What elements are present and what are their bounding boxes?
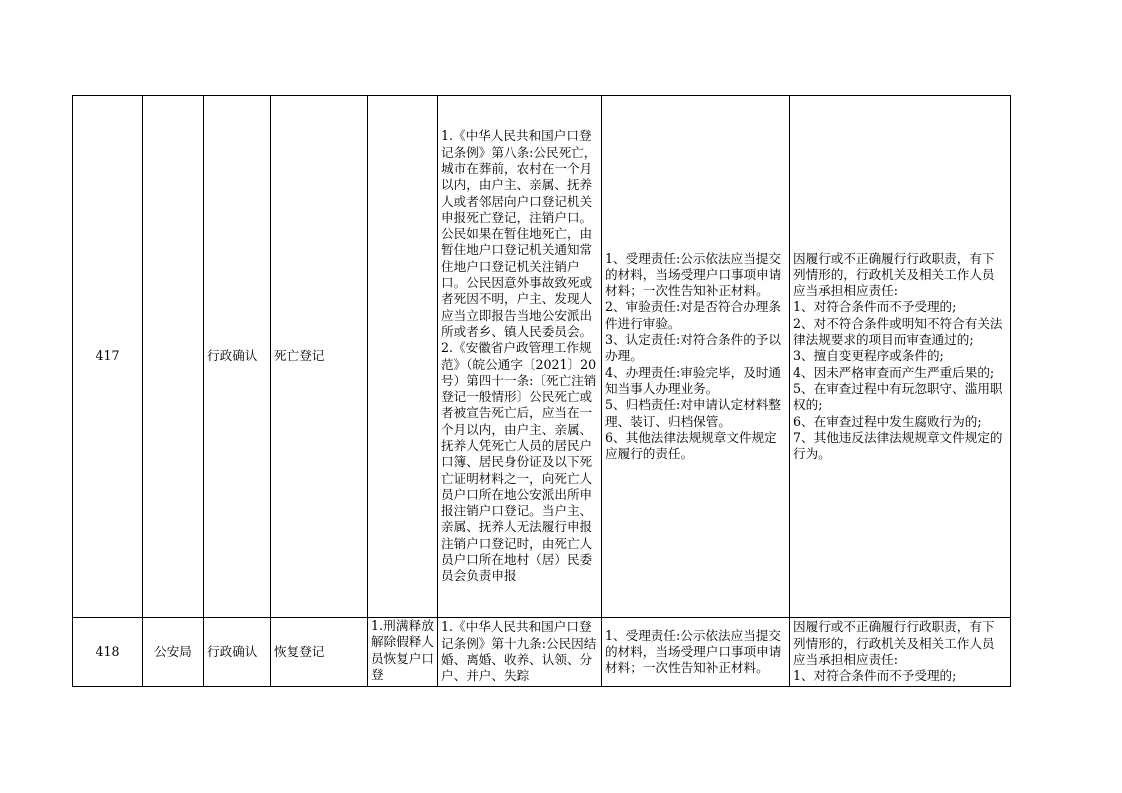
item-name-cell: 死亡登记 [271, 96, 368, 618]
responsibility-cell [602, 96, 790, 618]
item-type-cell: 行政确认 [204, 618, 271, 687]
department-cell: 公安局 [143, 618, 204, 687]
conditions-text: 1.刑满释放解除假释人员恢复户口登 [371, 618, 434, 682]
row-number: 417 [73, 96, 143, 618]
legal-basis-cell [438, 96, 602, 618]
item-name-cell: 恢复登记 [271, 618, 368, 687]
accountability-text: 因履行或不正确履行行政职责，有下列情形的，行政机关及相关工作人员应当承担相应责任: 1、对符合条件而不予受理的; 2、对不符合条件或明知不符合有关法律法规要求的项目而审查通过的; 3、擅自变更程序或条件的; 4、因未严格审查而产生严重后果的; 5、在审查过程中有玩忽职守、滥用职权的; 6、在审查过程中发生腐败行为的; 7、其他违反法律法规规章文件规定的行为。 [793, 250, 1003, 462]
power-list-table [72, 95, 1011, 687]
item-type-cell: 行政确认 [204, 96, 271, 618]
accountability-cell [790, 96, 1011, 618]
responsibility-text: 1、受理责任:公示依法应当提交的材料，当场受理户口事项申请材料；一次性告知补正材料。 2、审验责任:对是否符合办理条件进行审验。 3、认定责任:对符合条件的予以办理。 4、办理责任:审验完毕，及时通知当事人办理业务。 5、归档责任:对申请认定材料整理、装订、归档保管。 6、其他法律法规规章文件规定应履行的责任。 [605, 250, 782, 462]
legal-basis-text: 1.《中华人民共和国户口登记条例》第十九条:公民因结婚、离婚、收养、认领、分户、并户、失踪 [441, 619, 597, 684]
accountability-text: 因履行或不正确履行行政职责，有下列情形的，行政机关及相关工作人员应当承担相应责任: 1、对符合条件而不予受理的; [793, 619, 995, 684]
table-row [73, 618, 1011, 687]
legal-basis-cell [438, 618, 602, 687]
table-row [73, 96, 1011, 618]
accountability-cell [790, 618, 1011, 687]
legal-basis-text: 1.《中华人民共和国户口登记条例》第八条:公民死亡，城市在葬前，农村在一个月以内，由户主、亲属、抚养人或者邻居向户口登记机关申报死亡登记，注销户口。公民如果在暂住地死亡，由暂住地户口登记机关通知常住地户口登记机关注销户口。公民因意外事故致死或者死因不明，户主、发现人应当立即报告当地公安派出所或者乡、镇人民委员会。2.《安徽省户政管理工作规范》（皖公通字〔2021〕20号）第四十一条:〔死亡注销登记一般情形〕公民死亡或者被宣告死亡后，应当在一个月以内，由户主、亲属、抚养人凭死亡人员的居民户口簿、居民身份证及以下死亡证明材料之一，向死亡人员户口所在地公安派出所申报注销户口登记。当户主、亲属、抚养人无法履行申报注销户口登记时，由死亡人员户口所在地村（居）民委员会负责申报 [441, 128, 597, 584]
responsibility-text: 1、受理责任:公示依法应当提交的材料，当场受理户口事项申请材料；一次性告知补正材料。 [605, 627, 782, 676]
responsibility-cell [602, 618, 790, 687]
department-cell [143, 96, 204, 618]
conditions-cell [368, 618, 438, 687]
conditions-cell [368, 96, 438, 618]
row-number: 418 [73, 618, 143, 687]
